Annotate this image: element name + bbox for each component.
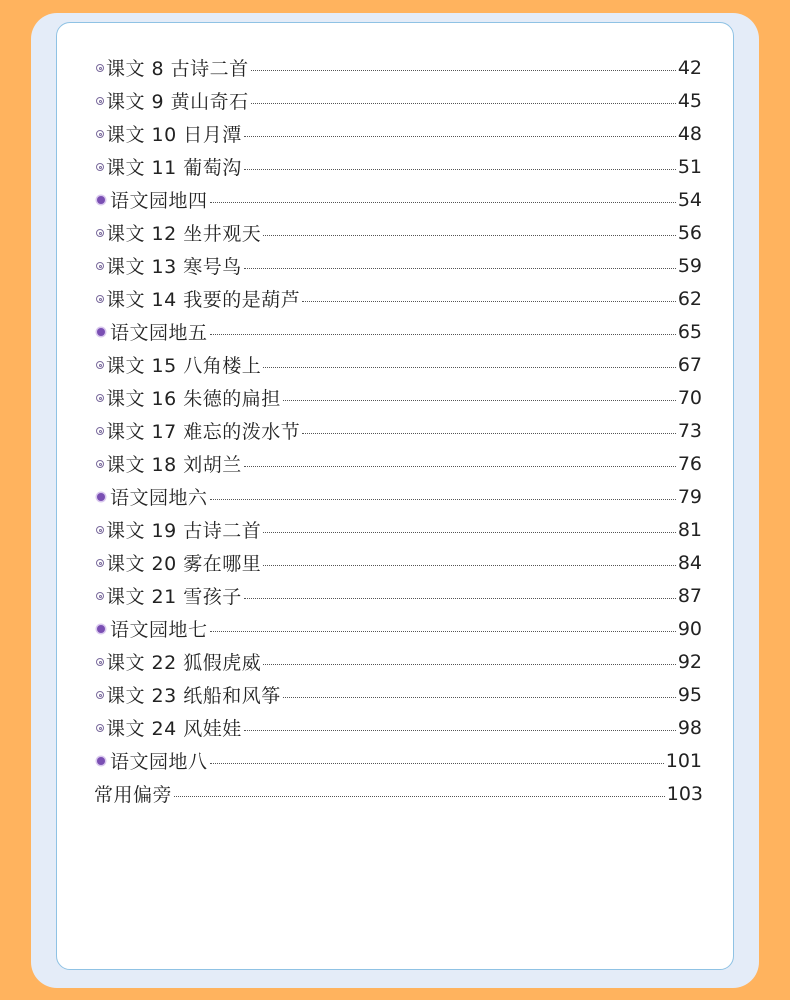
dot-leader	[210, 631, 676, 632]
dot-leader	[283, 400, 676, 401]
toc-entry[interactable]	[94, 645, 702, 678]
toc-entry-title: 课文 20 雾在哪里	[106, 553, 262, 575]
lesson-marker-icon	[94, 255, 106, 277]
toc-entry-title: 语文园地七	[110, 619, 208, 641]
toc-entry[interactable]	[94, 150, 702, 183]
toc-entry[interactable]	[94, 282, 702, 315]
toc-entry[interactable]	[94, 678, 702, 711]
toc-entry-title: 课文 23 纸船和风筝	[106, 685, 281, 707]
toc-entry-page: 45	[677, 89, 702, 112]
toc-entry-title: 语文园地八	[110, 751, 208, 773]
toc-entry-page: 90	[677, 617, 702, 640]
toc-entry-title: 课文 14 我要的是葫芦	[106, 289, 301, 311]
toc-entry[interactable]	[94, 348, 702, 381]
dot-leader	[210, 334, 676, 335]
lesson-marker-icon	[94, 222, 106, 244]
toc-entry-title: 课文 21 雪孩子	[106, 586, 242, 608]
lesson-marker-icon	[94, 519, 106, 541]
lesson-marker-icon	[94, 90, 106, 112]
toc-entry[interactable]	[94, 381, 702, 414]
toc-entry-page: 81	[677, 518, 702, 541]
garden-marker-icon	[94, 618, 106, 640]
dot-leader	[302, 433, 676, 434]
table-of-contents	[94, 51, 702, 810]
toc-entry-title: 语文园地六	[110, 487, 208, 509]
lesson-marker-icon	[94, 387, 106, 409]
toc-entry-title: 语文园地四	[110, 190, 208, 212]
toc-entry-page: 98	[677, 716, 702, 739]
lesson-marker-icon	[94, 156, 106, 178]
toc-entry-title: 课文 9 黄山奇石	[106, 91, 249, 113]
toc-entry[interactable]	[94, 579, 702, 612]
toc-entry[interactable]	[94, 480, 702, 513]
garden-marker-icon	[94, 750, 106, 772]
toc-entry-title: 课文 13 寒号鸟	[106, 256, 242, 278]
toc-entry-title: 课文 15 八角楼上	[106, 355, 262, 377]
dot-leader	[210, 763, 664, 764]
dot-leader	[244, 466, 676, 467]
lesson-marker-icon	[94, 57, 106, 79]
toc-entry-page: 59	[677, 254, 702, 277]
dot-leader	[244, 169, 676, 170]
toc-entry-page: 84	[677, 551, 702, 574]
dot-leader	[210, 499, 676, 500]
toc-entry[interactable]	[94, 315, 702, 348]
toc-entry[interactable]	[94, 117, 702, 150]
toc-entry-page: 62	[677, 287, 702, 310]
dot-leader	[283, 697, 676, 698]
toc-entry-page: 54	[677, 188, 702, 211]
dot-leader	[244, 730, 676, 731]
dot-leader	[210, 202, 676, 203]
toc-entry-title: 课文 17 难忘的泼水节	[106, 421, 301, 443]
toc-entry-page: 73	[677, 419, 702, 442]
toc-entry-page: 70	[677, 386, 702, 409]
toc-entry-page: 48	[677, 122, 702, 145]
toc-entry-title: 课文 24 风娃娃	[106, 718, 242, 740]
toc-entry-title: 课文 22 狐假虎威	[106, 652, 262, 674]
toc-entry-title: 课文 11 葡萄沟	[106, 157, 242, 179]
dot-leader	[263, 367, 676, 368]
toc-entry-page: 87	[677, 584, 702, 607]
lesson-marker-icon	[94, 354, 106, 376]
toc-entry[interactable]	[94, 777, 702, 810]
toc-entry[interactable]	[94, 216, 702, 249]
toc-entry-title: 语文园地五	[110, 322, 208, 344]
toc-entry[interactable]	[94, 711, 702, 744]
toc-entry-page: 92	[677, 650, 702, 673]
dot-leader	[263, 565, 676, 566]
toc-entry[interactable]	[94, 447, 702, 480]
toc-entry[interactable]	[94, 183, 702, 216]
toc-entry-title: 课文 18 刘胡兰	[106, 454, 242, 476]
toc-entry-title: 常用偏旁	[94, 784, 173, 806]
dot-leader	[244, 136, 676, 137]
lesson-marker-icon	[94, 453, 106, 475]
toc-entry-page: 95	[677, 683, 702, 706]
toc-entry-page: 103	[666, 782, 703, 805]
dot-leader	[263, 235, 676, 236]
dot-leader	[251, 70, 676, 71]
dot-leader	[244, 268, 676, 269]
toc-entry[interactable]	[94, 744, 702, 777]
lesson-marker-icon	[94, 552, 106, 574]
toc-entry-page: 79	[677, 485, 702, 508]
toc-entry-page: 76	[677, 452, 702, 475]
toc-entry-page: 56	[677, 221, 702, 244]
toc-entry-page: 51	[677, 155, 702, 178]
toc-entry-title: 课文 8 古诗二首	[106, 58, 249, 80]
lesson-marker-icon	[94, 717, 106, 739]
toc-entry-title: 课文 19 古诗二首	[106, 520, 262, 542]
garden-marker-icon	[94, 486, 106, 508]
garden-marker-icon	[94, 189, 106, 211]
dot-leader	[251, 103, 676, 104]
toc-entry-page: 65	[677, 320, 702, 343]
dot-leader	[174, 796, 665, 797]
toc-entry[interactable]	[94, 414, 702, 447]
dot-leader	[302, 301, 676, 302]
toc-entry[interactable]	[94, 612, 702, 645]
toc-entry-page: 101	[665, 749, 702, 772]
dot-leader	[263, 532, 676, 533]
toc-entry-title: 课文 12 坐井观天	[106, 223, 262, 245]
toc-entry-page: 42	[677, 56, 702, 79]
garden-marker-icon	[94, 321, 106, 343]
dot-leader	[244, 598, 676, 599]
lesson-marker-icon	[94, 684, 106, 706]
toc-entry[interactable]	[94, 546, 702, 579]
toc-entry-title: 课文 10 日月潭	[106, 124, 242, 146]
toc-entry-page: 67	[677, 353, 702, 376]
dot-leader	[263, 664, 676, 665]
lesson-marker-icon	[94, 123, 106, 145]
lesson-marker-icon	[94, 420, 106, 442]
lesson-marker-icon	[94, 288, 106, 310]
lesson-marker-icon	[94, 585, 106, 607]
toc-entry[interactable]	[94, 51, 702, 84]
toc-entry[interactable]	[94, 513, 702, 546]
toc-entry[interactable]	[94, 249, 702, 282]
toc-entry[interactable]	[94, 84, 702, 117]
toc-entry-title: 课文 16 朱德的扁担	[106, 388, 281, 410]
lesson-marker-icon	[94, 651, 106, 673]
